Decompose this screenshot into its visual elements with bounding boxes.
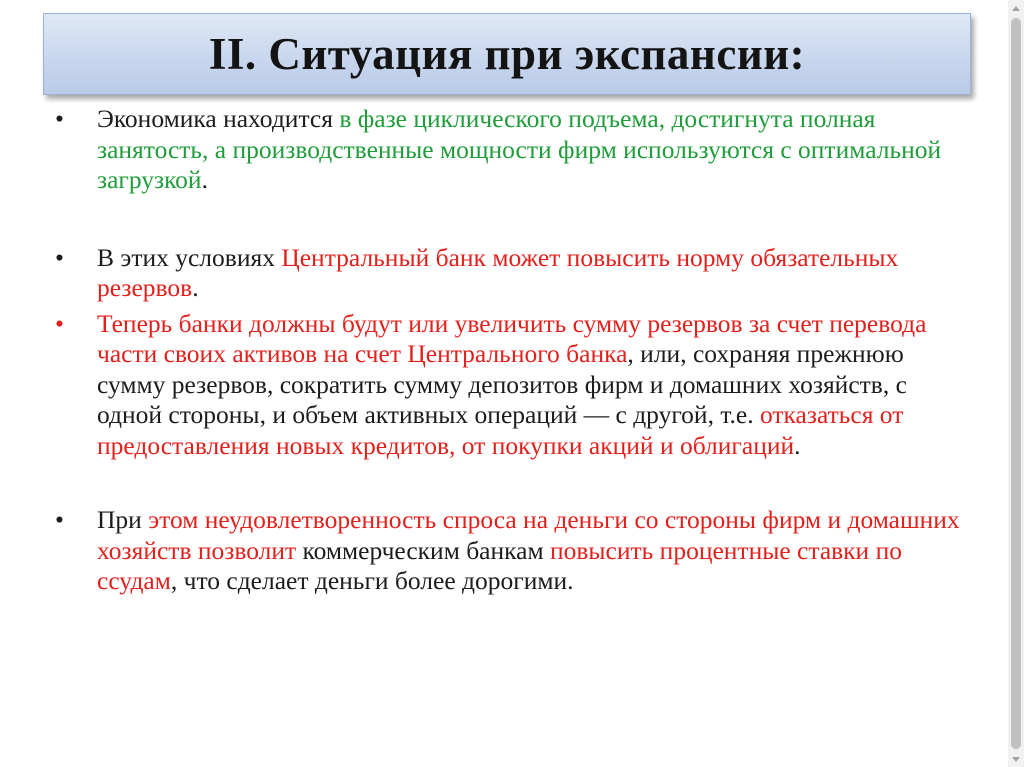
bullet-marker: • <box>55 505 64 534</box>
bullet-item-3 <box>55 309 965 462</box>
bullet-4-text-1: При <box>97 505 149 534</box>
bullet-marker: • <box>55 242 64 272</box>
bullet-marker: • <box>55 308 64 338</box>
bullet-item-1 <box>55 104 965 196</box>
bullet-1-text-2: в фазе циклического подъема, достигнута полная занятость, а производственные мощности фирм используются с оптимальной загрузкой <box>97 104 942 194</box>
arrow-down-icon[interactable] <box>1008 751 1024 767</box>
bullet-item-2 <box>55 243 965 304</box>
bullet-marker: • <box>55 104 64 133</box>
slide-body <box>55 104 965 597</box>
bullet-2-text-2: Центральный банк может повысить норму обязательных резервов <box>97 242 899 302</box>
bullet-2-text-3: . <box>192 273 199 302</box>
bullet-3-text-2: , или, сохраняя прежнюю сумму резервов, сократить сумму депозитов фирм и домашних хозяйств, с одной стороны, и объем активных операций — с другой, т.е. <box>97 339 907 429</box>
arrow-up-icon[interactable] <box>1008 0 1024 16</box>
bullet-2-text-1: В этих условиях <box>97 242 282 272</box>
title-banner <box>43 13 971 95</box>
bullet-3-text-1: Теперь банки должны будут или увеличить сумму резервов за счет перевода части своих активов на счет Центрального банка <box>97 308 927 368</box>
bullet-1-text-3: . <box>201 165 208 194</box>
bullet-4-text-3: коммерческим банкам <box>296 535 550 565</box>
bullet-1-text-1: Экономика находится <box>97 104 340 133</box>
scrollbar-thumb[interactable] <box>1011 18 1021 749</box>
bullet-3-text-3: отказаться от предоставления новых кредитов, от покупки акций и облигаций <box>97 400 904 460</box>
slide-title: II. Ситуация при экспансии: <box>208 29 806 79</box>
bullet-4-text-2: этом неудовлетворенность спроса на деньги со стороны фирм и домашних хозяйств позволит <box>97 505 960 565</box>
vertical-scrollbar[interactable] <box>1008 0 1024 767</box>
bullet-4-text-4: повысить процентные ставки по ссудам <box>97 535 902 595</box>
bullet-4-text-5: , что сделает деньги более дорогими. <box>170 566 574 595</box>
bullet-item-4 <box>55 505 965 597</box>
bullet-3-text-4: . <box>794 430 801 460</box>
